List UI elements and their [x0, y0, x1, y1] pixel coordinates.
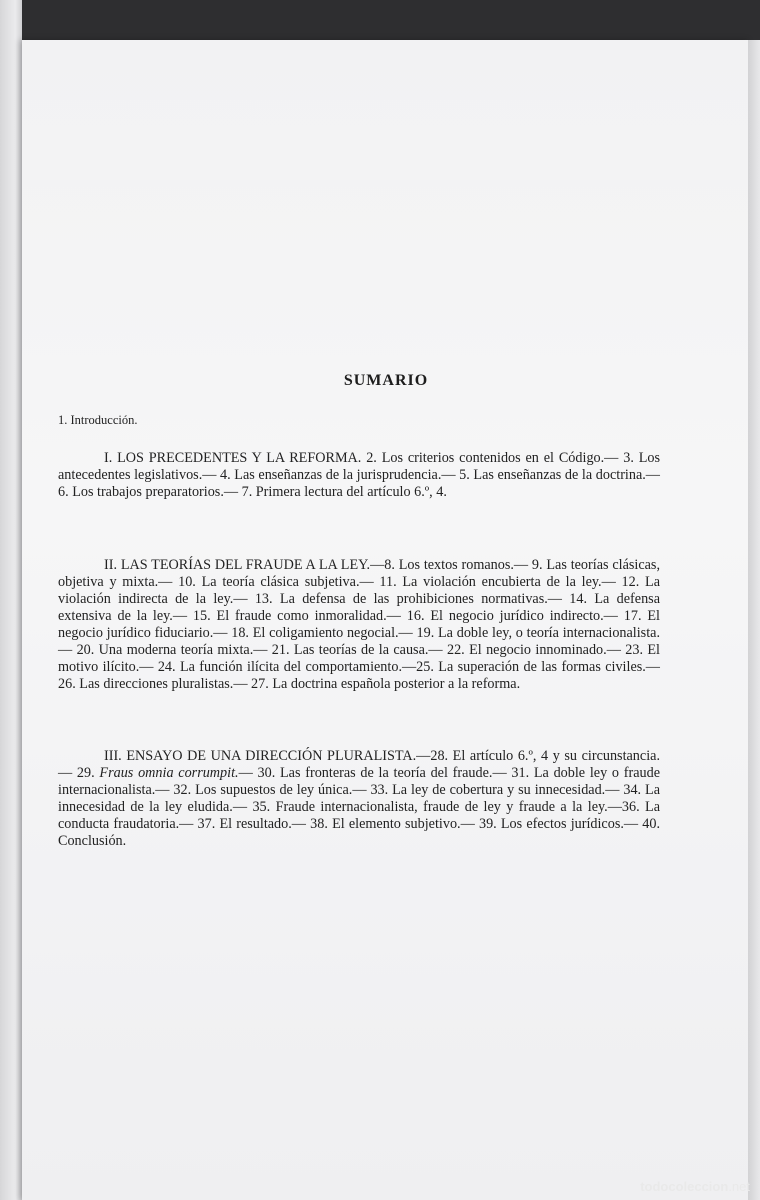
section-3-text-before: III. ENSAYO DE UNA DIRECCIÓN PLURALISTA.—28. El artículo 6.º, 4 y su circunstancia.— 29. [58, 748, 660, 781]
section-3-latin-phrase: Fraus omnia corrumpit. [99, 765, 239, 781]
adjacent-page-edge [0, 0, 22, 1200]
watermark [640, 1179, 750, 1194]
intro-line: 1. Introducción. [58, 413, 138, 427]
watermark-suffix: .net [728, 1179, 750, 1194]
watermark-brand: todocoleccion [640, 1179, 729, 1194]
page-right-edge [748, 40, 760, 1200]
section-2-paragraph: II. LAS TEORÍAS DEL FRAUDE A LA LEY.—8. Los textos romanos.— 9. Las teorías clásicas, objetiva y mixta.— 10. La teoría clásica subjetiva.— 11. La violación encubierta de la ley.— 12. La violación indirecta de la ley.— 13. La defensa de las prohibiciones normativas.— 14. La defensa extensiva de la ley.— 15. El fraude como inmoralidad.— 16. El negocio jurídico indirecto.— 17. El negocio jurídico fiduciario.— 18. El coligamiento negocial.— 19. La doble ley, o teoría internacionalista.— 20. Una moderna teoría mixta.— 21. Las teorías de la causa.— 22. El negocio innominado.— 23. El motivo ilícito.— 24. La función ilícita del comportamiento.—25. La superación de las formas civiles.— 26. Las direcciones pluralistas.— 27. La doctrina española posterior a la reforma. [58, 557, 660, 692]
section-1-paragraph: I. LOS PRECEDENTES Y LA REFORMA. 2. Los criterios contenidos en el Código.— 3. Los antecedentes legislativos.— 4. Las enseñanzas de la jurisprudencia.— 5. Las enseñanzas de la doctrina.— 6. Los trabajos preparatorios.— 7. Primera lectura del artículo 6.º, 4. [58, 450, 660, 500]
page-title: SUMARIO [343, 372, 429, 389]
section-3-text-after: — 30. Las fronteras de la teoría del fraude.— 31. La doble ley o fraude internacionalista.— 32. Los supuestos de ley única.— 33. La ley de cobertura y su innecesidad.— 34. La innecesidad de la ley eludida.— 35. Fraude internacionalista, fraude de ley y fraude a la ley.—36. La conducta fraudatoria.— 37. El resultado.— 38. El elemento subjetivo.— 39. Los efectos jurídicos.— 40. Conclusión. [58, 765, 660, 849]
section-3-paragraph [58, 748, 660, 850]
book-page [22, 40, 750, 1200]
